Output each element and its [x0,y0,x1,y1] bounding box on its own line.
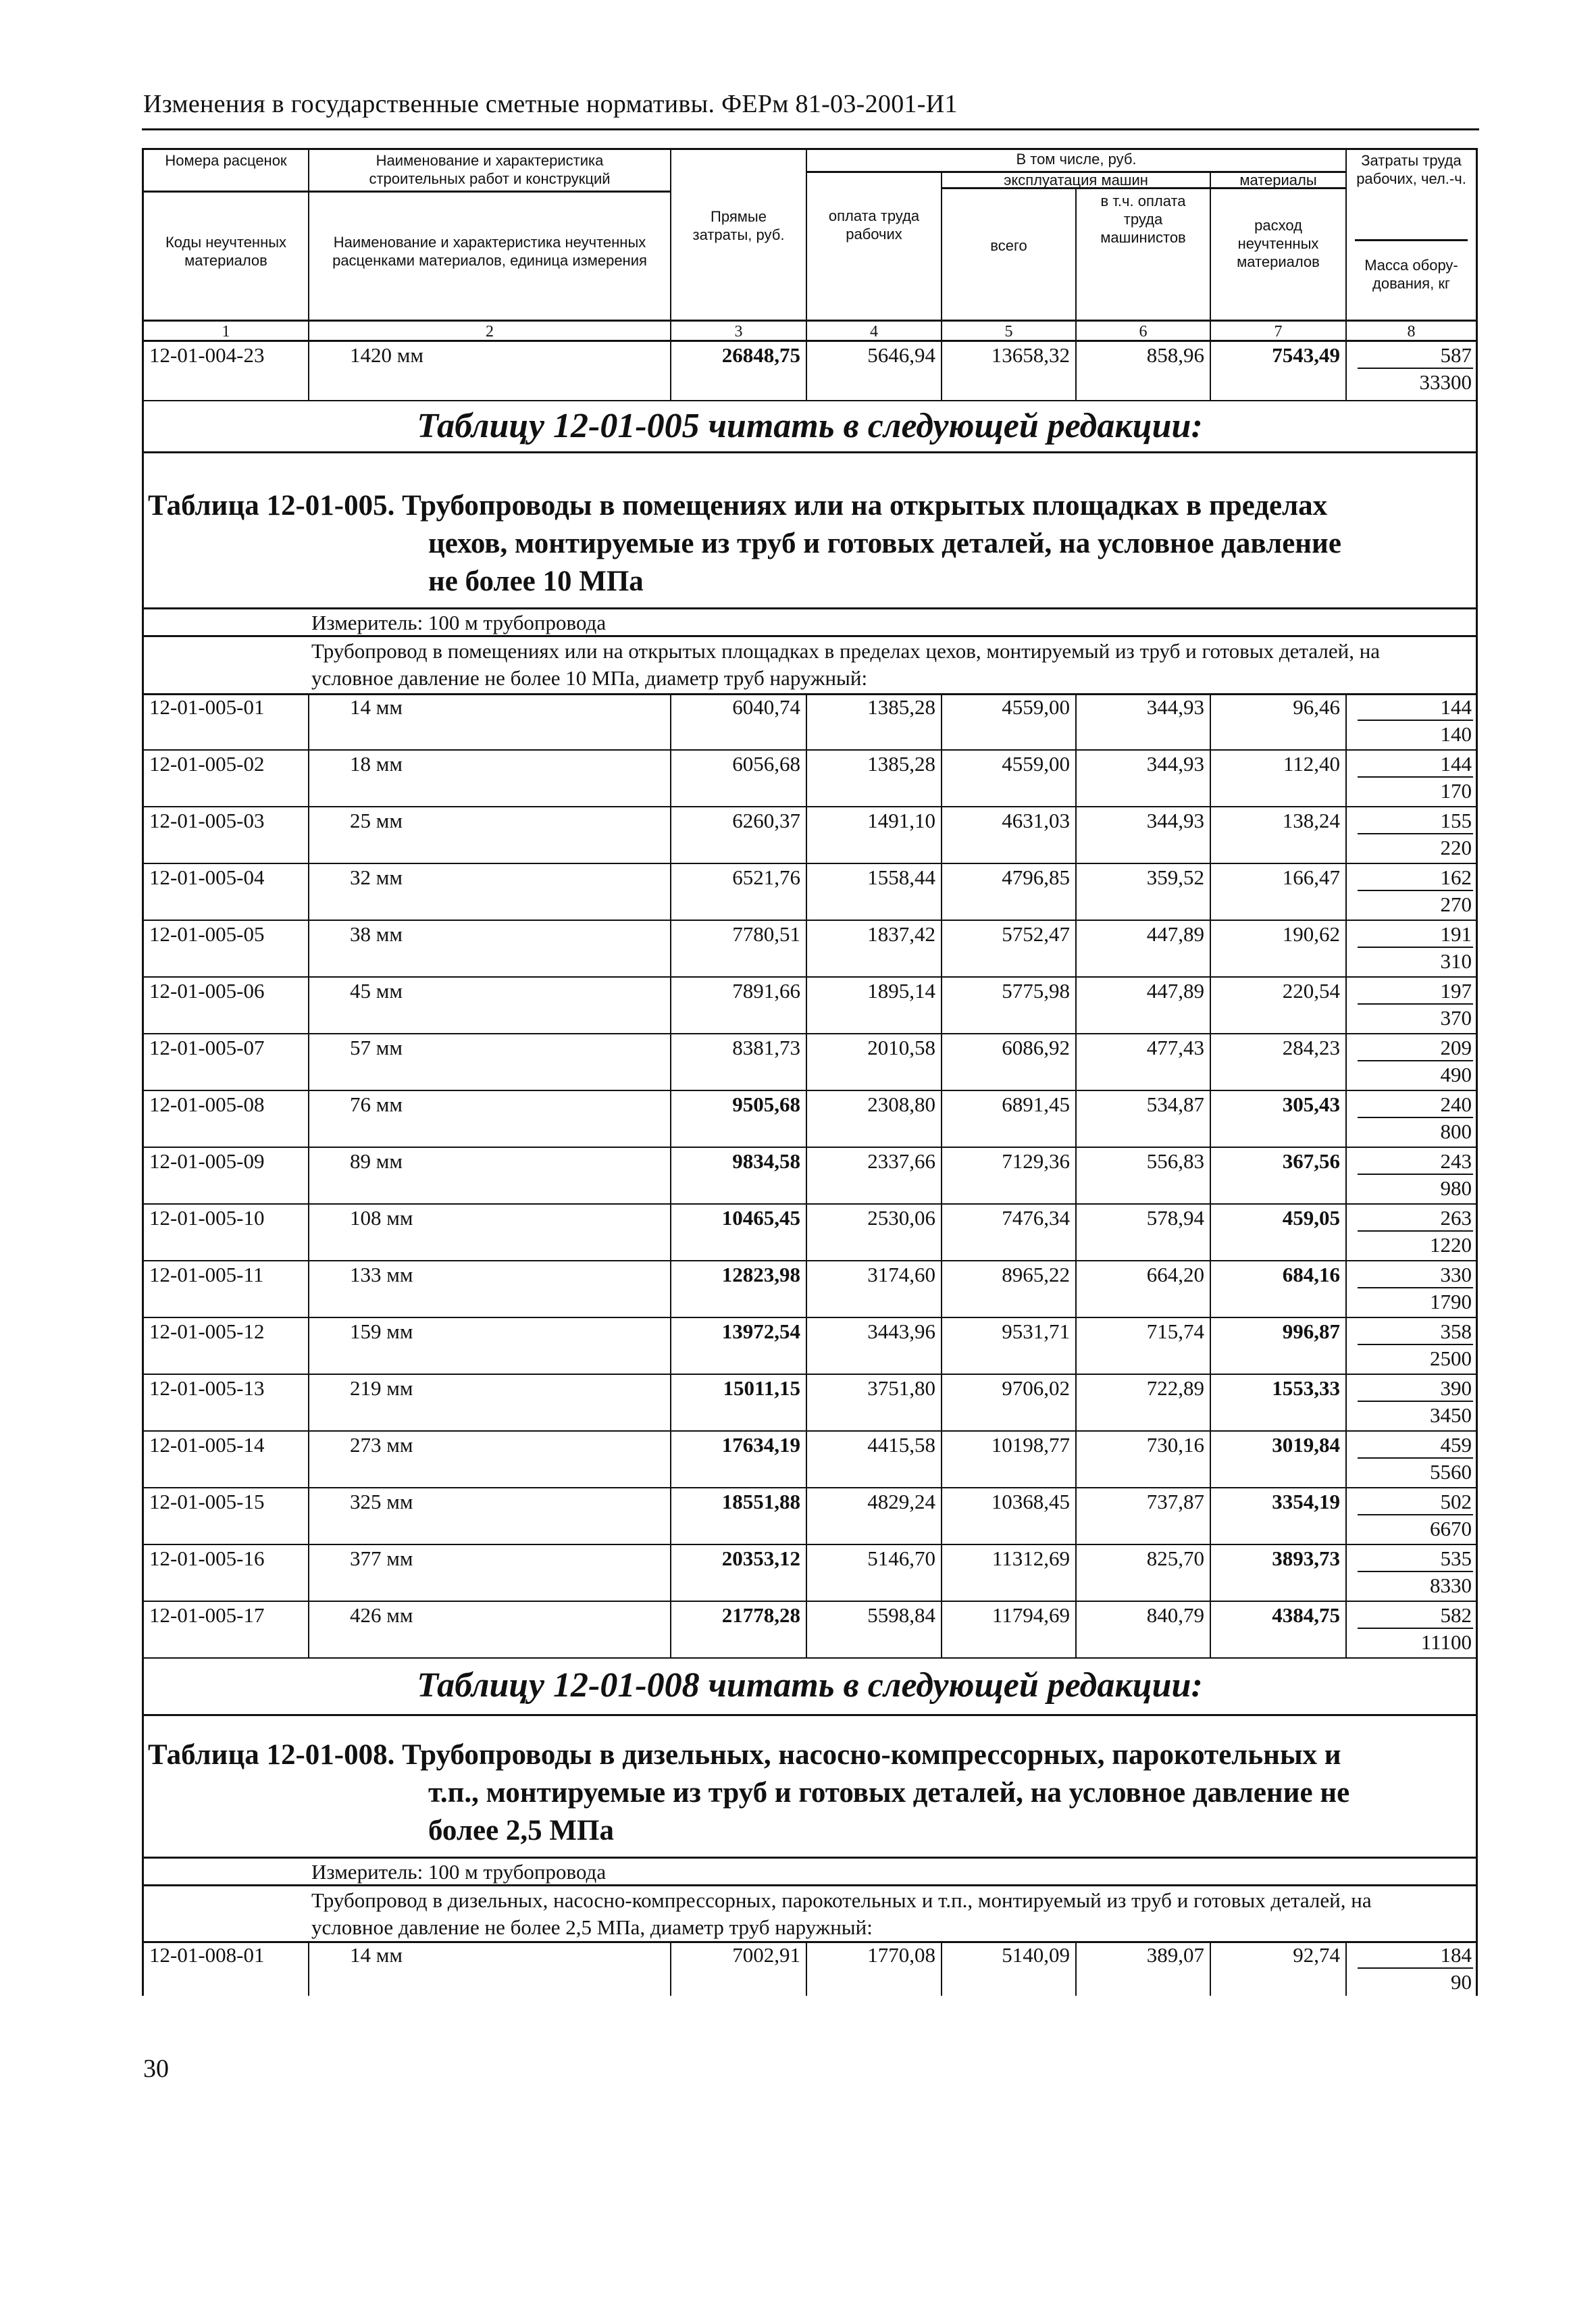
column-number-5: 5 [942,322,1077,342]
machines-total: 5752,47 [942,921,1077,976]
table-row [144,694,1476,751]
fraction-line [1358,1571,1473,1572]
materials-cost: 166,47 [1211,864,1347,920]
table-008-title-line3: более 2,5 МПа [428,1815,614,1846]
column-number-7: 7 [1211,322,1347,342]
header-labor-hours: Затраты труда рабочих, чел.-ч. [1355,150,1468,241]
header-machines-group [942,173,1211,320]
work-name: 89 мм [309,1148,671,1203]
machines-total: 8965,22 [942,1261,1077,1317]
labor-mass-cell [1347,751,1476,806]
rate-code: 12-01-005-17 [144,1602,309,1657]
machines-total: 7476,34 [942,1205,1077,1260]
table-row [144,1602,1476,1659]
rate-code: 12-01-005-08 [144,1091,309,1147]
direct-costs: 6260,37 [671,807,807,863]
labor-mass-cell [1347,1261,1476,1317]
table-008-title-line1: Таблица 12-01-008. Трубопроводы в дизельных, насосно-компрессорных, парокотельных и [148,1739,1341,1771]
direct-costs: 6056,68 [671,751,807,806]
labor-mass-cell [1347,342,1476,400]
column-number-4: 4 [807,322,942,342]
operators-pay: 344,93 [1077,694,1211,749]
equipment-mass: 33300 [1419,370,1472,394]
table-005-title-line1: Таблица 12-01-005. Трубопроводы в помещениях или на открытых площадках в пределах [148,490,1328,522]
labor-mass-cell [1347,807,1476,863]
labor-mass-cell [1347,1318,1476,1374]
labor-hours: 535 [1440,1546,1472,1570]
fraction-line [1358,1230,1473,1232]
machines-total: 6086,92 [942,1034,1077,1090]
labor-pay: 2530,06 [807,1205,942,1260]
equipment-mass: 3450 [1430,1403,1472,1427]
direct-costs: 18551,88 [671,1488,807,1544]
labor-pay: 4829,24 [807,1488,942,1544]
work-name: 32 мм [309,864,671,920]
table-row [144,1432,1476,1488]
direct-costs: 9505,68 [671,1091,807,1147]
materials-cost: 138,24 [1211,807,1347,863]
table-005-rows [142,694,1478,1659]
header-rate-numbers: Номера расценок [144,150,308,193]
fraction-line [1358,1060,1473,1061]
operators-pay: 344,93 [1077,807,1211,863]
table-row [144,342,1476,401]
materials-cost: 96,46 [1211,694,1347,749]
fraction-line [1358,1628,1473,1629]
operators-pay: 715,74 [1077,1318,1211,1374]
operators-pay: 578,94 [1077,1205,1211,1260]
labor-hours: 582 [1440,1603,1472,1627]
equipment-mass: 1220 [1430,1233,1472,1257]
materials-cost: 1553,33 [1211,1375,1347,1430]
labor-hours: 240 [1440,1092,1472,1116]
labor-pay: 2337,66 [807,1148,942,1203]
direct-costs: 9834,58 [671,1148,807,1203]
fraction-line [1358,776,1473,778]
machines-total: 11794,69 [942,1602,1077,1657]
direct-costs: 21778,28 [671,1602,807,1657]
materials-cost: 996,87 [1211,1318,1347,1374]
equipment-mass: 11100 [1420,1630,1472,1654]
operators-pay: 344,93 [1077,751,1211,806]
work-name: 426 мм [309,1602,671,1657]
machines-total: 10368,45 [942,1488,1077,1544]
equipment-mass: 1790 [1430,1290,1472,1313]
table-row [144,1375,1476,1432]
rate-code: 12-01-008-01 [144,1942,309,1996]
work-name: 45 мм [309,978,671,1033]
work-name: 159 мм [309,1318,671,1374]
labor-mass-cell [1347,1375,1476,1430]
running-header: Изменения в государственные сметные нормативы. ФЕРм 81-03-2001-И1 [143,90,958,118]
machines-total: 4796,85 [942,864,1077,920]
labor-mass-cell [1347,1942,1476,1996]
operators-pay: 477,43 [1077,1034,1211,1090]
operators-pay: 730,16 [1077,1432,1211,1487]
header-material-codes: Коды неучтенных материалов [165,234,287,269]
column-number-1: 1 [144,322,309,342]
header-direct-costs: Прямые затраты, руб. [671,150,807,320]
fraction-line [1358,1967,1473,1969]
table-008-measure: Измеритель: 100 м трубопровода [142,1857,1478,1886]
materials-cost: 190,62 [1211,921,1347,976]
equipment-mass: 2500 [1430,1347,1472,1370]
rate-code: 12-01-005-02 [144,751,309,806]
fraction-line [1358,1401,1473,1402]
table-row [144,1261,1476,1318]
work-name: 14 мм [309,1942,671,1996]
header-work-name: Наименование и характеристика строительных работ и конструкций [309,150,670,193]
machines-total: 7129,36 [942,1148,1077,1203]
work-name: 219 мм [309,1375,671,1430]
operators-pay: 737,87 [1077,1488,1211,1544]
table-row [144,921,1476,978]
labor-pay: 5646,94 [807,342,942,400]
table-row [144,1205,1476,1261]
notice-table-005: Таблицу 12-01-005 читать в следующей редакции: [142,399,1478,453]
direct-costs: 6521,76 [671,864,807,920]
rate-code: 12-01-005-15 [144,1488,309,1544]
labor-mass-cell [1347,921,1476,976]
rate-code: 12-01-005-09 [144,1148,309,1203]
machines-total: 5140,09 [942,1942,1077,1996]
direct-costs: 12823,98 [671,1261,807,1317]
labor-mass-cell [1347,1545,1476,1601]
work-name: 14 мм [309,694,671,749]
column-number-8: 8 [1407,323,1416,341]
table-row [144,1148,1476,1205]
machines-total: 13658,32 [942,342,1077,400]
fraction-line [1358,720,1473,721]
equipment-mass: 270 [1440,892,1472,916]
labor-mass-cell [1347,1205,1476,1260]
labor-pay: 1837,42 [807,921,942,976]
work-name: 38 мм [309,921,671,976]
header-machines-total: всего [942,189,1077,320]
materials-cost: 367,56 [1211,1148,1347,1203]
operators-pay: 840,79 [1077,1602,1211,1657]
rate-code: 12-01-005-06 [144,978,309,1033]
direct-costs: 17634,19 [671,1432,807,1487]
table-row [144,1942,1476,1996]
work-name: 377 мм [309,1545,671,1601]
labor-pay: 1491,10 [807,807,942,863]
header-col8 [1347,150,1476,320]
table-008-rows [142,1942,1478,1996]
labor-mass-cell [1347,864,1476,920]
header-col1 [144,150,309,320]
table-008-title-block [142,1716,1478,1858]
materials-cost: 7543,49 [1211,342,1347,400]
labor-pay: 3443,96 [807,1318,942,1374]
labor-hours: 184 [1440,1943,1472,1967]
rate-code: 12-01-005-16 [144,1545,309,1601]
header-materials: материалы [1211,173,1345,189]
operators-pay: 825,70 [1077,1545,1211,1601]
labor-hours: 243 [1440,1149,1472,1173]
fraction-line [1358,1287,1473,1288]
machines-total: 9706,02 [942,1375,1077,1430]
labor-hours: 330 [1440,1263,1472,1286]
machines-total: 4631,03 [942,807,1077,863]
labor-pay: 4415,58 [807,1432,942,1487]
table-005-title [144,453,1476,601]
labor-hours: 502 [1440,1490,1472,1513]
table-row [144,807,1476,864]
header-material-name: Наименование и характеристика неучтенных расценками материалов, единица измерения [332,234,647,269]
labor-hours: 144 [1440,752,1472,776]
prev-table-rows [142,340,1478,401]
labor-mass-cell [1347,1488,1476,1544]
direct-costs: 26848,75 [671,342,807,400]
materials-cost: 684,16 [1211,1261,1347,1317]
labor-mass-cell [1347,1034,1476,1090]
machines-total: 10198,77 [942,1432,1077,1487]
work-name: 1420 мм [309,342,671,400]
equipment-mass: 90 [1451,1970,1472,1994]
labor-hours: 358 [1440,1319,1472,1343]
column-number-2: 2 [309,322,671,342]
labor-hours: 144 [1440,695,1472,719]
work-name: 25 мм [309,807,671,863]
table-row [144,1545,1476,1602]
machines-total: 11312,69 [942,1545,1077,1601]
rate-code: 12-01-004-23 [144,342,309,400]
rate-code: 12-01-005-05 [144,921,309,976]
labor-mass-cell [1347,1091,1476,1147]
work-name: 76 мм [309,1091,671,1147]
operators-pay: 722,89 [1077,1375,1211,1430]
direct-costs: 10465,45 [671,1205,807,1260]
column-number-6: 6 [1077,322,1211,342]
operators-pay: 556,83 [1077,1148,1211,1203]
column-header [142,148,1478,340]
operators-pay: 389,07 [1077,1942,1211,1996]
rate-code: 12-01-005-03 [144,807,309,863]
table-008-title [144,1716,1476,1850]
rate-code: 12-01-005-01 [144,694,309,749]
labor-pay: 1558,44 [807,864,942,920]
header-unaccounted-materials: расход неучтенных материалов [1237,217,1320,270]
direct-costs: 8381,73 [671,1034,807,1090]
work-name: 57 мм [309,1034,671,1090]
materials-cost: 112,40 [1211,751,1347,806]
table-row [144,1091,1476,1148]
equipment-mass: 170 [1440,779,1472,803]
labor-pay: 1385,28 [807,694,942,749]
materials-cost: 284,23 [1211,1034,1347,1090]
column-number-3: 3 [671,322,807,342]
machines-total: 4559,00 [942,751,1077,806]
direct-costs: 7891,66 [671,978,807,1033]
rate-code: 12-01-005-11 [144,1261,309,1317]
fraction-line [1358,368,1473,369]
table-005-description: Трубопровод в помещениях или на открытых площадках в пределах цехов, монтируемый из труб и готовых деталей, на условное давление не более 10 МПа, диаметр труб наружный: [142,636,1478,695]
operators-pay: 534,87 [1077,1091,1211,1147]
header-machines: эксплуатация машин [942,173,1210,189]
operators-pay: 858,96 [1077,342,1211,400]
rate-code: 12-01-005-12 [144,1318,309,1374]
labor-pay: 2010,58 [807,1034,942,1090]
machines-total: 4559,00 [942,694,1077,749]
table-008-description: Трубопровод в дизельных, насосно-компрессорных, парокотельных и т.п., монтируемый из труб и готовых деталей, на условное давление не более 2,5 МПа, диаметр труб наружный: [142,1885,1478,1943]
table-row [144,1034,1476,1091]
equipment-mass: 8330 [1430,1574,1472,1597]
materials-cost: 3893,73 [1211,1545,1347,1601]
labor-mass-cell [1347,694,1476,749]
equipment-mass: 490 [1440,1063,1472,1086]
table-row [144,751,1476,807]
labor-mass-cell [1347,1432,1476,1487]
equipment-mass: 370 [1440,1006,1472,1030]
materials-cost: 305,43 [1211,1091,1347,1147]
fraction-line [1358,1457,1473,1459]
direct-costs: 7002,91 [671,1942,807,1996]
work-name: 325 мм [309,1488,671,1544]
labor-hours: 162 [1440,865,1472,889]
work-name: 108 мм [309,1205,671,1260]
notice-table-008: Таблицу 12-01-008 читать в следующей редакции: [142,1659,1478,1716]
table-005-title-line2: цехов, монтируемые из труб и готовых деталей, на условное давление [428,528,1341,559]
header-operators-pay: в т.ч. оплата труда машинистов [1100,193,1186,246]
column-numbers-row [144,322,1476,342]
equipment-mass: 6670 [1430,1517,1472,1540]
fraction-line [1358,1514,1473,1515]
machines-total: 5775,98 [942,978,1077,1033]
labor-pay: 5146,70 [807,1545,942,1601]
header-equipment-mass: Масса обору-дования, кг [1364,257,1458,292]
table-row [144,1488,1476,1545]
materials-cost: 3354,19 [1211,1488,1347,1544]
page-number: 30 [143,2055,169,2083]
equipment-mass: 310 [1440,949,1472,973]
work-name: 273 мм [309,1432,671,1487]
table-row [144,864,1476,921]
labor-pay: 3174,60 [807,1261,942,1317]
header-rule [142,128,1479,130]
table-008-title-line2: т.п., монтируемые из труб и готовых деталей, на условное давление не [428,1777,1350,1809]
equipment-mass: 980 [1440,1176,1472,1200]
operators-pay: 359,52 [1077,864,1211,920]
table-005-title-block [142,453,1478,609]
machines-total: 6891,45 [942,1091,1077,1147]
equipment-mass: 140 [1440,722,1472,746]
direct-costs: 15011,15 [671,1375,807,1430]
materials-cost: 4384,75 [1211,1602,1347,1657]
equipment-mass: 800 [1440,1120,1472,1143]
labor-pay: 1895,14 [807,978,942,1033]
materials-cost: 459,05 [1211,1205,1347,1260]
labor-pay: 1385,28 [807,751,942,806]
machines-total: 9531,71 [942,1318,1077,1374]
labor-hours: 263 [1440,1206,1472,1230]
rate-code: 12-01-005-04 [144,864,309,920]
rate-code: 12-01-005-13 [144,1375,309,1430]
header-group [807,150,1347,320]
table-row [144,1318,1476,1375]
table-005-measure: Измеритель: 100 м трубопровода [142,607,1478,637]
direct-costs: 7780,51 [671,921,807,976]
direct-costs: 20353,12 [671,1545,807,1601]
labor-pay: 1770,08 [807,1942,942,1996]
equipment-mass: 220 [1440,836,1472,859]
work-name: 133 мм [309,1261,671,1317]
rate-code: 12-01-005-10 [144,1205,309,1260]
equipment-mass: 5560 [1430,1460,1472,1484]
labor-hours: 155 [1440,809,1472,832]
materials-cost: 92,74 [1211,1942,1347,1996]
header-labor-pay: оплата труда рабочих [807,173,942,320]
operators-pay: 447,89 [1077,921,1211,976]
fraction-line [1358,890,1473,891]
labor-mass-cell [1347,1148,1476,1203]
rate-code: 12-01-005-07 [144,1034,309,1090]
rate-code: 12-01-005-14 [144,1432,309,1487]
labor-hours: 197 [1440,979,1472,1003]
direct-costs: 13972,54 [671,1318,807,1374]
header-col2 [309,150,671,320]
labor-pay: 5598,84 [807,1602,942,1657]
fraction-line [1358,833,1473,834]
materials-cost: 3019,84 [1211,1432,1347,1487]
table-row [144,978,1476,1034]
operators-pay: 664,20 [1077,1261,1211,1317]
direct-costs: 6040,74 [671,694,807,749]
fraction-line [1358,1344,1473,1345]
labor-hours: 390 [1440,1376,1472,1400]
labor-hours: 191 [1440,922,1472,946]
work-name: 18 мм [309,751,671,806]
fraction-line [1358,947,1473,948]
labor-hours: 459 [1440,1433,1472,1457]
header-including: В том числе, руб. [807,150,1345,173]
fraction-line [1358,1174,1473,1175]
labor-mass-cell [1347,978,1476,1033]
fraction-line [1358,1117,1473,1118]
fraction-line [1358,1003,1473,1005]
table-005-title-line3: не более 10 МПа [428,565,644,597]
header-materials-group [1211,173,1345,320]
materials-cost: 220,54 [1211,978,1347,1033]
operators-pay: 447,89 [1077,978,1211,1033]
labor-mass-cell [1347,1602,1476,1657]
labor-pay: 3751,80 [807,1375,942,1430]
labor-hours: 209 [1440,1036,1472,1059]
labor-pay: 2308,80 [807,1091,942,1147]
labor-hours: 587 [1440,343,1472,367]
